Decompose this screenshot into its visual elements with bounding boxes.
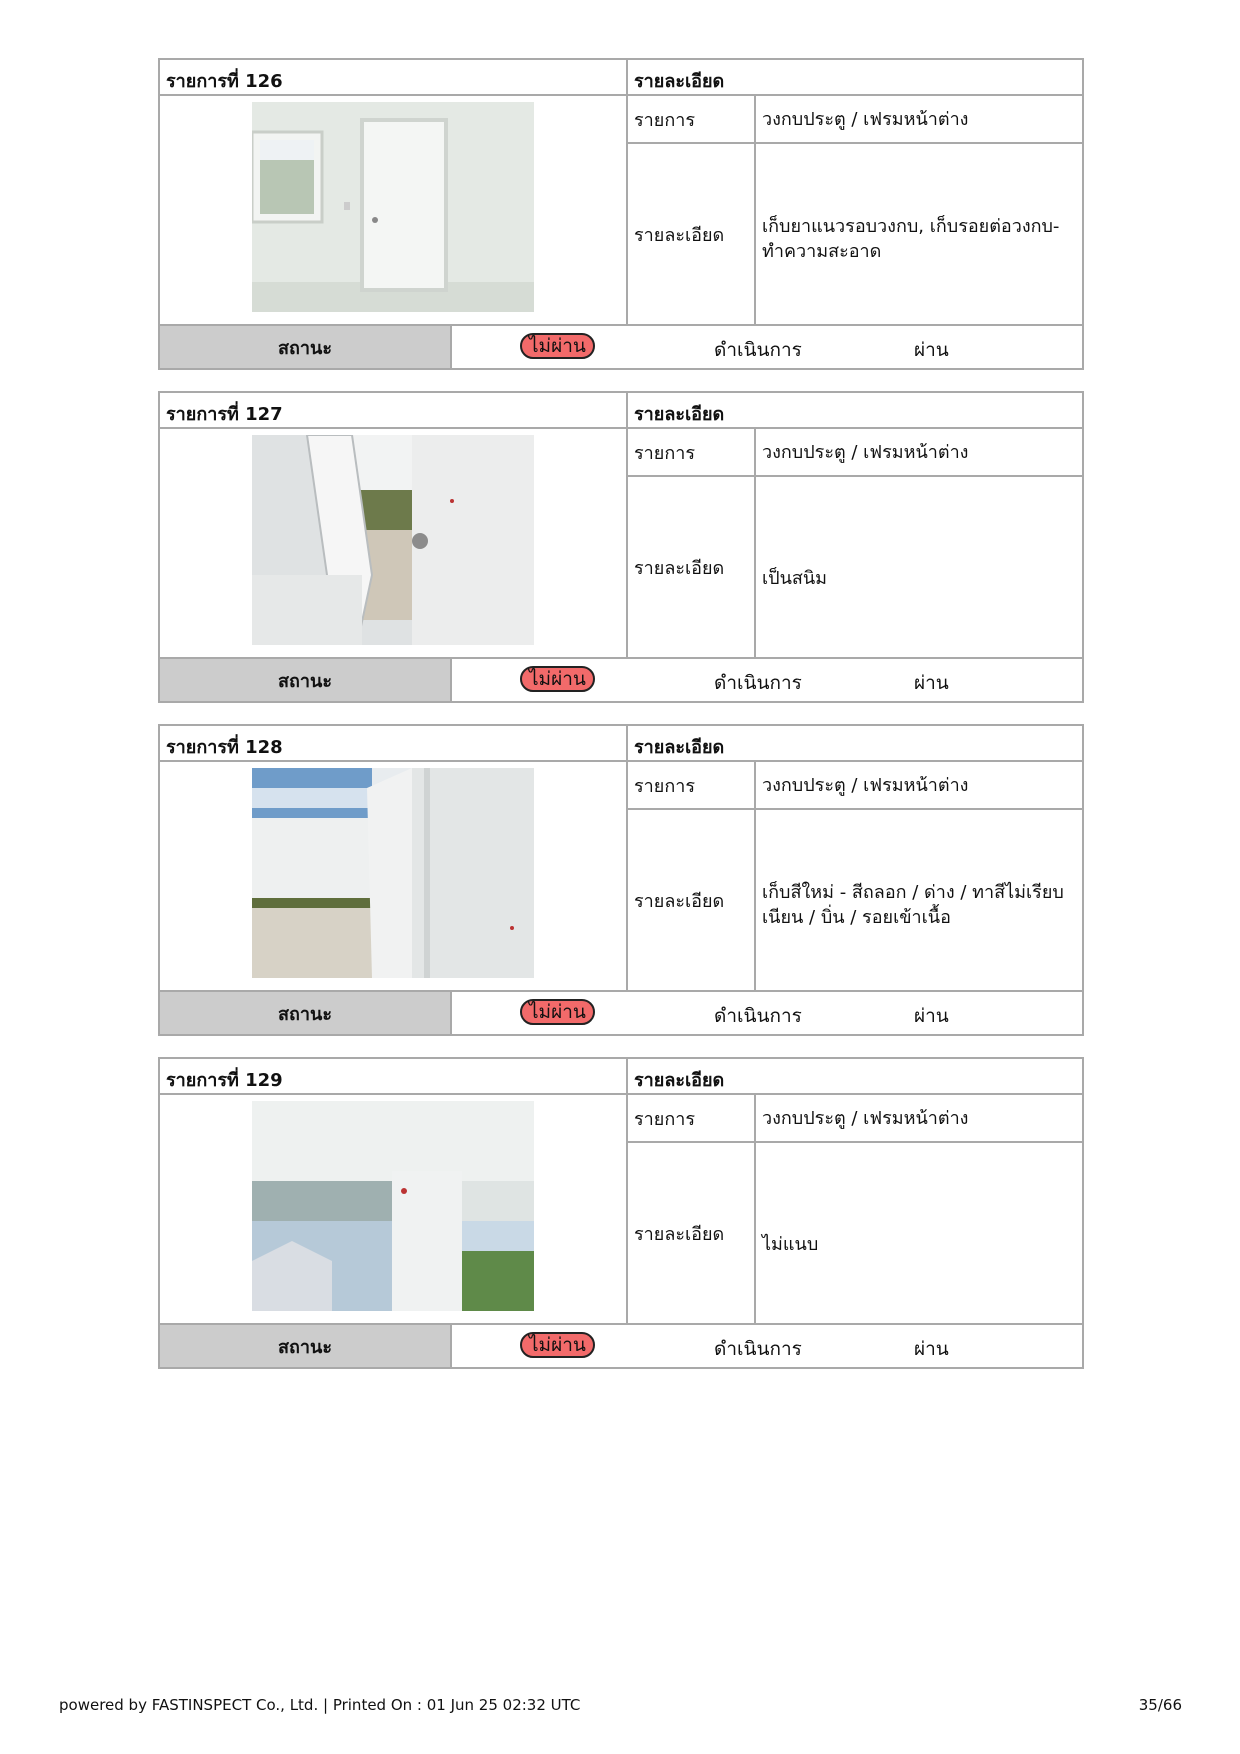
description-label: รายละเอียด — [628, 1143, 756, 1323]
item-value: วงกบประตู / เฟรมหน้าต่าง — [762, 108, 969, 130]
status-label: สถานะ — [160, 326, 452, 368]
status-label: สถานะ — [160, 659, 452, 701]
inspection-photo[interactable] — [252, 102, 534, 312]
card-body — [160, 762, 1082, 992]
card-body — [160, 96, 1082, 326]
description-value: ไม่แนบ — [762, 1233, 819, 1255]
status-row — [160, 659, 1082, 701]
status-label: สถานะ — [160, 1325, 452, 1367]
status-option-pass[interactable]: ผ่าน — [914, 1338, 949, 1360]
item-number: รายการที่ 129 — [160, 1059, 628, 1093]
inspection-card-129 — [158, 1057, 1084, 1369]
description-value: เก็บสีใหม่ - สีถลอก / ด่าง / ทาสีไม่เรียบเนียน / บิ่น / รอยเข้าเนื้อ — [762, 882, 1064, 928]
detail-panel — [628, 96, 1082, 324]
detail-header: รายละเอียด — [634, 1070, 725, 1091]
page-number: 35/66 — [1138, 1696, 1182, 1714]
inspection-card-126 — [158, 58, 1084, 370]
inspection-photo[interactable] — [252, 435, 534, 645]
item-row — [628, 96, 1082, 144]
inspection-photo[interactable] — [252, 1101, 534, 1311]
description-row — [628, 144, 1082, 324]
card-body — [160, 429, 1082, 659]
status-option-in-progress[interactable]: ดำเนินการ — [714, 672, 802, 694]
detail-header: รายละเอียด — [634, 71, 725, 92]
detail-panel — [628, 1095, 1082, 1323]
item-number: รายการที่ 128 — [160, 726, 628, 760]
card-body — [160, 1095, 1082, 1325]
item-label: รายการ — [628, 762, 756, 808]
detail-panel — [628, 762, 1082, 990]
status-option-pass[interactable]: ผ่าน — [914, 339, 949, 361]
detail-header: รายละเอียด — [634, 737, 725, 758]
status-row — [160, 992, 1082, 1034]
inspection-photo[interactable] — [252, 768, 534, 978]
status-option-fail[interactable]: ไม่ผ่าน — [520, 1332, 595, 1358]
inspection-card-127 — [158, 391, 1084, 703]
detail-panel — [628, 429, 1082, 657]
item-row — [628, 429, 1082, 477]
description-label: รายละเอียด — [628, 477, 756, 657]
item-label: รายการ — [628, 96, 756, 142]
status-option-in-progress[interactable]: ดำเนินการ — [714, 1005, 802, 1027]
status-option-fail[interactable]: ไม่ผ่าน — [520, 999, 595, 1025]
description-row — [628, 477, 1082, 657]
status-option-fail[interactable]: ไม่ผ่าน — [520, 333, 595, 359]
status-label: สถานะ — [160, 992, 452, 1034]
card-header — [160, 60, 1082, 96]
status-options — [452, 992, 1082, 1034]
status-option-in-progress[interactable]: ดำเนินการ — [714, 339, 802, 361]
item-value: วงกบประตู / เฟรมหน้าต่าง — [762, 774, 969, 796]
item-value: วงกบประตู / เฟรมหน้าต่าง — [762, 441, 969, 463]
description-row — [628, 810, 1082, 990]
photo-cell — [160, 96, 628, 324]
item-value: วงกบประตู / เฟรมหน้าต่าง — [762, 1107, 969, 1129]
footer-credit: powered by FASTINSPECT Co., Ltd. | Printed On : 01 Jun 25 02:32 UTC — [59, 1696, 581, 1714]
status-option-in-progress[interactable]: ดำเนินการ — [714, 1338, 802, 1360]
status-options — [452, 659, 1082, 701]
photo-cell — [160, 762, 628, 990]
description-row — [628, 1143, 1082, 1323]
card-header — [160, 1059, 1082, 1095]
status-row — [160, 326, 1082, 368]
status-options — [452, 326, 1082, 368]
item-number: รายการที่ 127 — [160, 393, 628, 427]
item-row — [628, 762, 1082, 810]
detail-header: รายละเอียด — [634, 404, 725, 425]
status-row — [160, 1325, 1082, 1367]
item-row — [628, 1095, 1082, 1143]
description-value: เก็บยาแนวรอบวงกบ, เก็บรอยต่อวงกบ-ทำความสะอาด — [762, 216, 1060, 262]
status-option-pass[interactable]: ผ่าน — [914, 1005, 949, 1027]
description-label: รายละเอียด — [628, 144, 756, 324]
description-value: เป็นสนิม — [762, 567, 828, 589]
card-header — [160, 393, 1082, 429]
photo-cell — [160, 1095, 628, 1323]
item-label: รายการ — [628, 1095, 756, 1141]
status-option-fail[interactable]: ไม่ผ่าน — [520, 666, 595, 692]
item-label: รายการ — [628, 429, 756, 475]
photo-cell — [160, 429, 628, 657]
status-option-pass[interactable]: ผ่าน — [914, 672, 949, 694]
item-number: รายการที่ 126 — [160, 60, 628, 94]
inspection-card-128 — [158, 724, 1084, 1036]
status-options — [452, 1325, 1082, 1367]
description-label: รายละเอียด — [628, 810, 756, 990]
card-header — [160, 726, 1082, 762]
